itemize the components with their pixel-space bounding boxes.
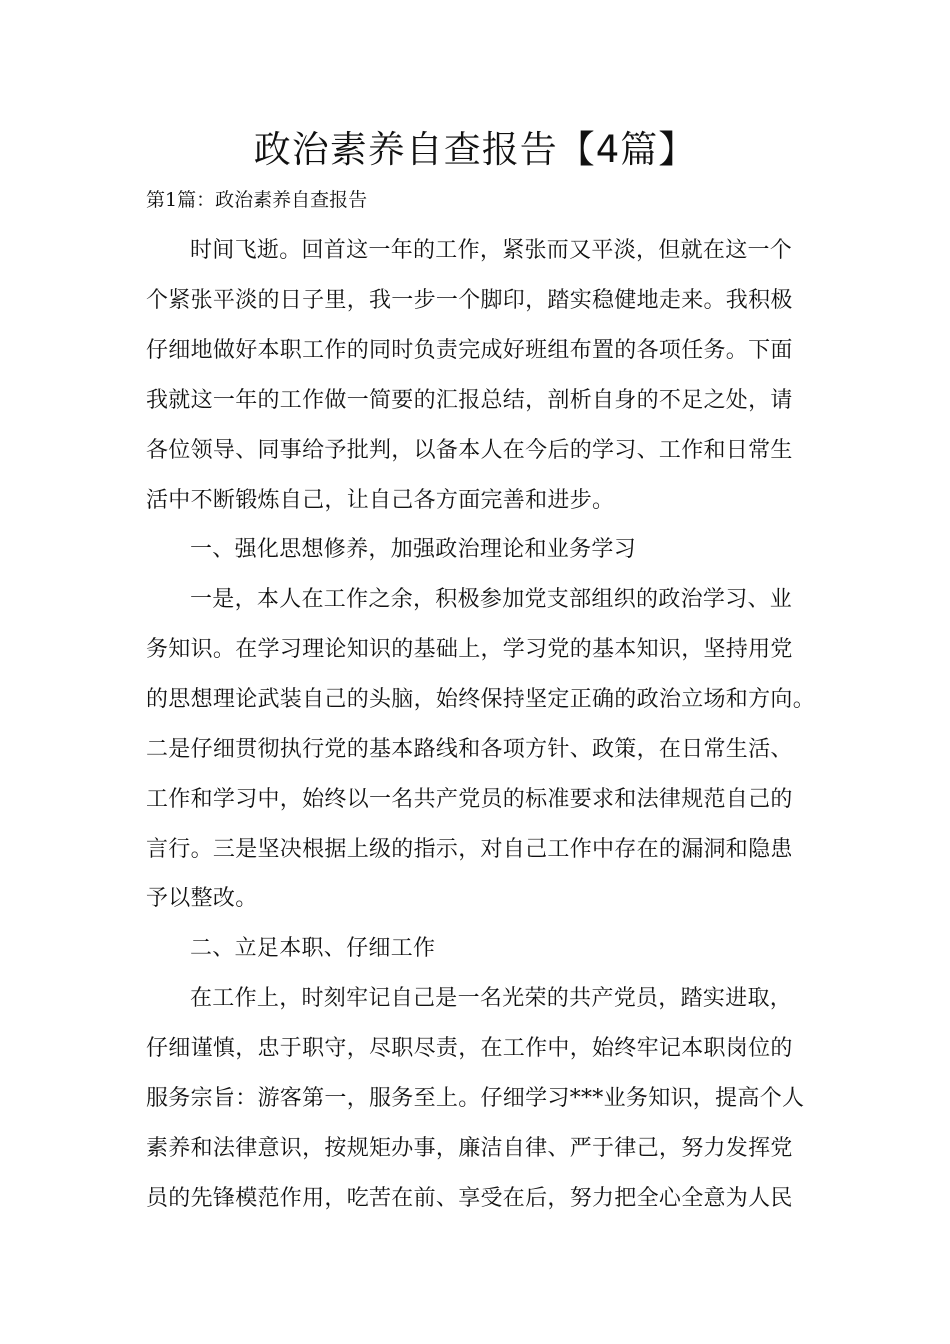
- paragraph-line: 服务宗旨：游客第一，服务至上。仔细学习***业务知识，提高个人: [146, 1086, 805, 1111]
- paragraph-line: 我就这一年的工作做一简要的汇报总结，剖析自身的不足之处，请: [146, 388, 793, 413]
- paragraph-line: 各位领导、同事给予批判，以备本人在今后的学习、工作和日常生: [146, 438, 793, 463]
- paragraph-line: 工作和学习中，始终以一名共产党员的标准要求和法律规范自己的: [146, 787, 793, 812]
- paragraph-line: 时间飞逝。回首这一年的工作，紧张而又平淡，但就在这一个: [190, 238, 793, 263]
- paragraph-line: 言行。三是坚决根据上级的指示，对自己工作中存在的漏洞和隐患: [146, 837, 793, 862]
- paragraph-line: 的思想理论武装自己的头脑，始终保持坚定正确的政治立场和方向。: [146, 687, 816, 712]
- paragraph-line: 员的先锋模范作用，吃苦在前、享受在后，努力把全心全意为人民: [146, 1186, 793, 1211]
- paragraph-line: 予以整改。: [146, 886, 258, 911]
- paragraph-line: 二是仔细贯彻执行党的基本路线和各项方针、政策，在日常生活、: [146, 737, 793, 762]
- paragraph-line: 活中不断锻炼自己，让自己各方面完善和进步。: [146, 488, 615, 513]
- paragraph-line: 仔细谨慎，忠于职守，尽职尽责，在工作中，始终牢记本职岗位的: [146, 1036, 793, 1061]
- paragraph-line: 素养和法律意识，按规矩办事，廉洁自律、严于律己，努力发挥党: [146, 1136, 793, 1161]
- section-heading-2: 二、立足本职、仔细工作: [190, 936, 436, 961]
- paragraph-line: 务知识。在学习理论知识的基础上，学习党的基本知识，坚持用党: [146, 637, 793, 662]
- section-heading-1: 一、强化思想修养，加强政治理论和业务学习: [190, 537, 637, 562]
- paragraph-line: 仔细地做好本职工作的同时负责完成好班组布置的各项任务。下面: [146, 338, 793, 363]
- document-title: 政治素养自查报告【4篇】: [253, 128, 697, 171]
- paragraph-line: 在工作上，时刻牢记自己是一名光荣的共产党员，踏实进取，: [190, 986, 793, 1011]
- section-subtitle: 第1篇：政治素养自查报告: [146, 189, 368, 211]
- paragraph-line: 个紧张平淡的日子里，我一步一个脚印，踏实稳健地走来。我积极: [146, 288, 793, 313]
- paragraph-line: 一是，本人在工作之余，积极参加党支部组织的政治学习、业: [190, 587, 793, 612]
